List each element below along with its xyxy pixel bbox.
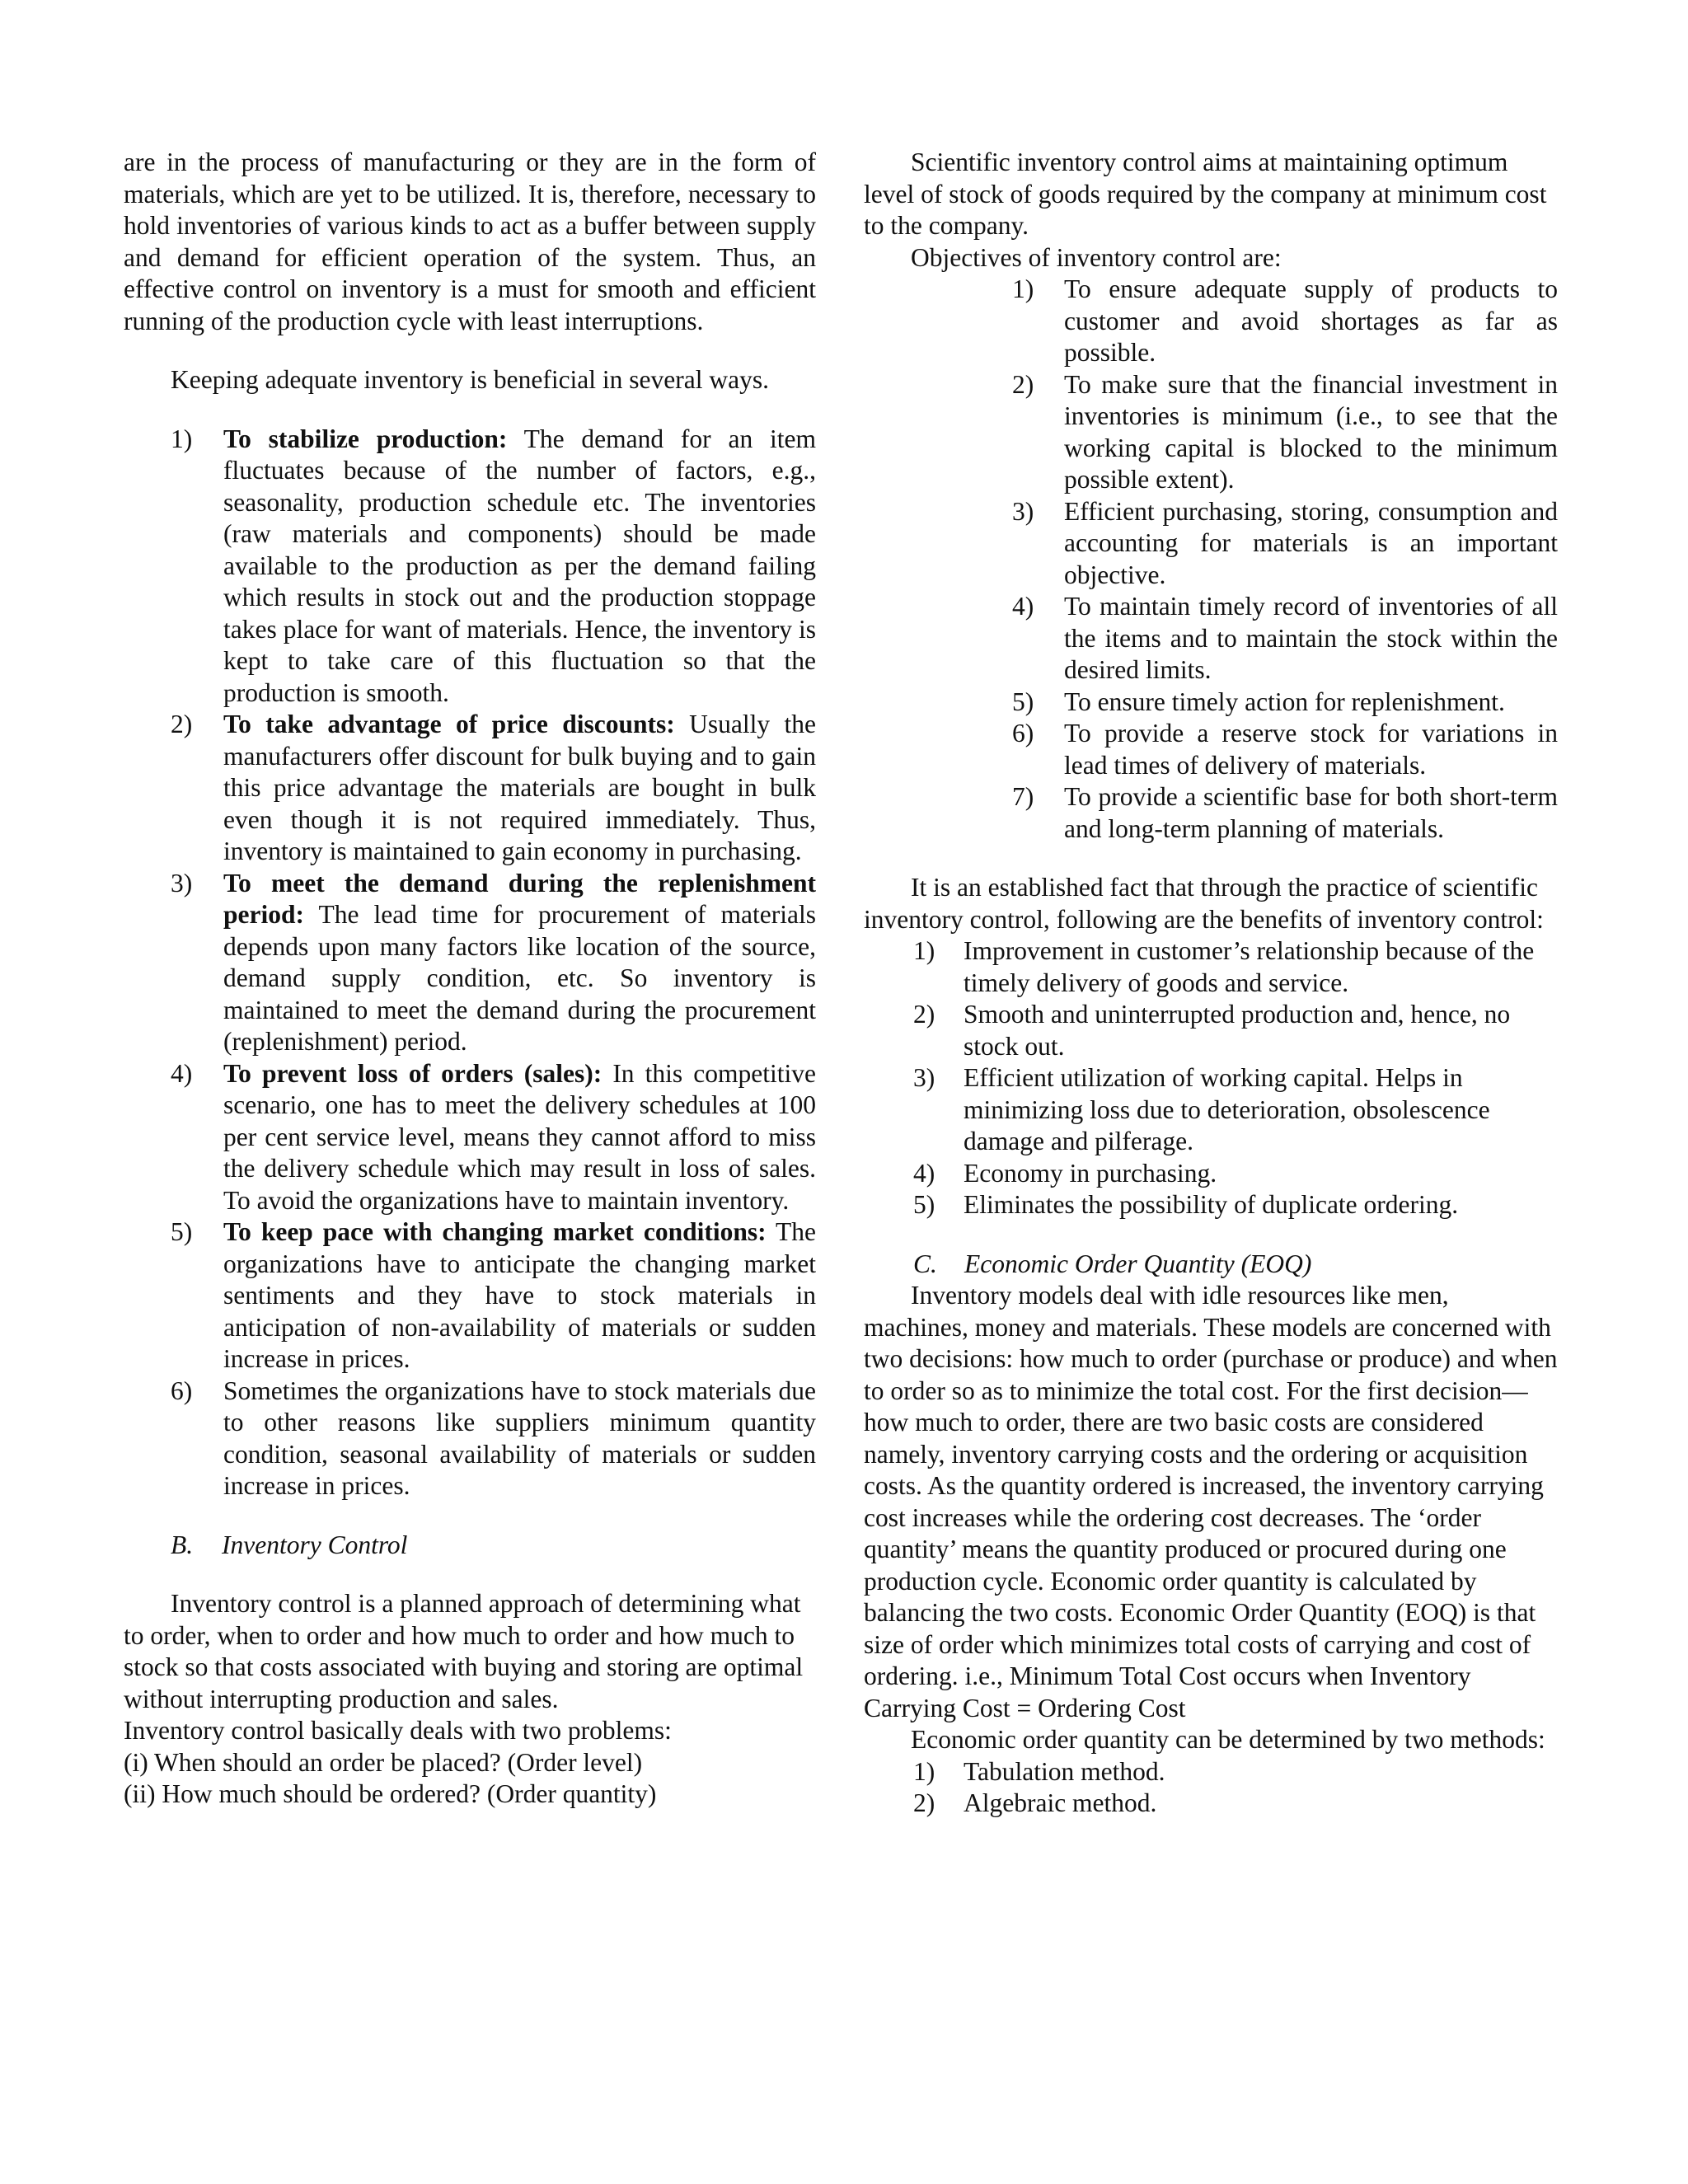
list-item (124, 709, 816, 868)
item-text: To provide a reserve stock for variations in lead times of delivery of materials. (1064, 719, 1558, 780)
item-text: To make sure that the financial investment in inventories is minimum (i.e., to see that the working capital is blocked to the minimum possible extent). (1064, 369, 1558, 494)
eoq-paragraph: Inventory models deal with idle resources like men, machines, money and materials. These models are concerned with two decisions: how much to order (purchase or produce) and when to order so as to minimize the total cost. For the first decision—how much to order, there are two basic costs are considered namely, inventory carrying costs and the ordering or acquisition costs. As the quantity ordered is increased, the inventory carrying cost increases while the ordering cost decreases. The ‘order quantity’ means the quantity produced or procured during one production cycle. Economic order quantity is calculated by balancing the two costs. Economic Order Quantity (EOQ) is that size of order which minimizes total costs of carrying and cost of ordering. i.e., Minimum Total Cost occurs when Inventory Carrying Cost = Ordering Cost (864, 1281, 1558, 1722)
item-text: Smooth and uninterrupted production and, hence, no stock out. (964, 1000, 1511, 1061)
list-item (864, 999, 1558, 1062)
section-heading-c (864, 1249, 1558, 1281)
list-number: 1) (1012, 274, 1034, 303)
list-item (124, 1376, 816, 1502)
list-number: 4) (1012, 592, 1034, 621)
section-letter: B. (171, 1530, 194, 1559)
item-text: Tabulation method. (964, 1756, 1165, 1786)
list-item (124, 1216, 816, 1376)
list-number: 1) (913, 1756, 935, 1786)
item-heading: To keep pace with changing market conditions: (223, 1217, 767, 1246)
right-column (864, 147, 1558, 1820)
item-text: The lead time for procurement of materials depends upon many factors like location of the source, demand supply condition, etc. So inventory is maintained to meet the demand during the procurement (replenishment) period. (223, 900, 816, 1056)
list-item (864, 274, 1558, 369)
list-number: 2) (171, 710, 193, 738)
list-item (864, 781, 1558, 845)
methods-list (864, 1756, 1558, 1820)
left-column (124, 147, 816, 1811)
list-item (864, 1756, 1558, 1788)
item-text: To provide a scientific base for both short-term and long-term planning of materials. (1064, 782, 1558, 843)
list-item (864, 369, 1558, 496)
item-text: Efficient purchasing, storing, consumption and accounting for materials is an important objective. (1064, 496, 1558, 589)
item-text: Algebraic method. (964, 1788, 1157, 1817)
item-text: Eliminates the possibility of duplicate ordering. (964, 1190, 1459, 1219)
section-heading-b (124, 1530, 816, 1562)
problems-lead: Inventory control basically deals with two problems: (124, 1716, 672, 1745)
scientific-control-paragraph: Scientific inventory control aims at maintaining optimum level of stock of goods required by the company at minimum cost to the company. (864, 148, 1547, 240)
item-text: To ensure timely action for replenishment. (1064, 687, 1505, 716)
item-text: Efficient utilization of working capital. Helps in minimizing loss due to deterioration, obsolescence damage and pilferage. (964, 1063, 1490, 1155)
item-text: Usually the manufacturers offer discount for bulk buying and to gain this price advantage the materials are bought in bulk even though it is not required immediately. Thus, inventory is maintained to gain economy in purchasing. (223, 710, 816, 865)
item-text: In this competitive scenario, one has to meet the delivery schedules at 100 per cent service level, means they cannot afford to miss the delivery schedule which may result in loss of sales. To avoid the organizations have to maintain inventory. (223, 1058, 816, 1215)
list-number: 4) (171, 1058, 193, 1088)
list-number: 3) (1012, 496, 1034, 526)
list-item (864, 1189, 1558, 1221)
item-text: To maintain timely record of inventories of all the items and to maintain the stock within the desired limits. (1064, 592, 1558, 684)
list-item (864, 935, 1558, 999)
item-heading: To prevent loss of orders (sales): (223, 1058, 603, 1088)
list-item (864, 1788, 1558, 1820)
benefits-list (864, 935, 1558, 1221)
list-number: 2) (913, 1788, 935, 1817)
problem-item: (i) When should an order be placed? (Order level) (124, 1747, 643, 1777)
list-number: 1) (913, 936, 935, 965)
item-text: To ensure adequate supply of products to customer and avoid shortages as far as possible. (1064, 274, 1558, 367)
item-heading: To stabilize production: (223, 424, 508, 453)
list-number: 6) (1012, 719, 1034, 748)
inventory-control-paragraph: Inventory control is a planned approach of determining what to order, when to order and how much to order and how much to stock so that costs associated with buying and storing are optimal without interrupting production and sales. (124, 1589, 804, 1713)
list-item (124, 424, 816, 710)
item-heading: To take advantage of price discounts: (223, 710, 675, 738)
objectives-list (864, 274, 1558, 845)
benefits-paragraph: It is an established fact that through the practice of scientific inventory control, following are the benefits of inventory control: (864, 873, 1544, 934)
list-number: 2) (1012, 369, 1034, 399)
list-number: 6) (171, 1376, 193, 1405)
benefit-lead: Keeping adequate inventory is beneficial in several ways. (171, 365, 769, 394)
list-item (864, 718, 1558, 781)
section-letter: C. (913, 1249, 937, 1278)
intro-paragraph: are in the process of manufacturing or they are in the form of materials, which are yet to be utilized. It is, therefore, necessary to hold inventories of various kinds to act as a buffer between supply and demand for efficient operation of the system. Thus, an effective control on inventory is a must for smooth and efficient running of the production cycle with least interruptions. (124, 148, 816, 335)
list-number: 4) (913, 1158, 935, 1188)
item-heading: To meet the demand during the replenishment period: (223, 868, 816, 929)
list-number: 5) (171, 1217, 193, 1246)
item-text: Sometimes the organizations have to stock materials due to other reasons like suppliers minimum quantity condition, seasonal availability of materials or sudden increase in prices. (223, 1376, 816, 1500)
benefit-list (124, 424, 816, 1502)
list-item (124, 868, 816, 1058)
problem-item: (ii) How much should be ordered? (Order quantity) (124, 1779, 657, 1808)
list-item (864, 687, 1558, 719)
list-item (864, 591, 1558, 687)
list-number: 1) (171, 424, 193, 453)
list-number: 5) (1012, 687, 1034, 716)
section-title: Economic Order Quantity (EOQ) (964, 1249, 1312, 1278)
list-number: 7) (1012, 782, 1034, 811)
item-text: The demand for an item fluctuates because of the number of factors, e.g., seasonality, production schedule etc. The inventories (raw materials and components) should be made available to the production as per the demand failing which results in stock out and the production stoppage takes place for want of materials. Hence, the inventory is kept to take care of this fluctuation so that the production is smooth. (223, 424, 816, 707)
list-number: 2) (913, 1000, 935, 1029)
list-number: 5) (913, 1190, 935, 1219)
list-item (864, 1062, 1558, 1158)
list-item (864, 1158, 1558, 1190)
list-number: 3) (913, 1063, 935, 1092)
methods-lead: Economic order quantity can be determined by two methods: (911, 1725, 1545, 1754)
item-text: Improvement in customer’s relationship because of the timely delivery of goods and service. (964, 936, 1535, 997)
list-item (124, 1058, 816, 1217)
item-text: The organizations have to anticipate the changing market sentiments and they have to stock materials in anticipation of non-availability of materials or sudden increase in prices. (223, 1217, 817, 1373)
section-title: Inventory Control (222, 1530, 408, 1559)
list-item (864, 496, 1558, 592)
objectives-lead: Objectives of inventory control are: (911, 242, 1282, 272)
item-text: Economy in purchasing. (964, 1158, 1217, 1188)
list-number: 3) (171, 868, 193, 898)
